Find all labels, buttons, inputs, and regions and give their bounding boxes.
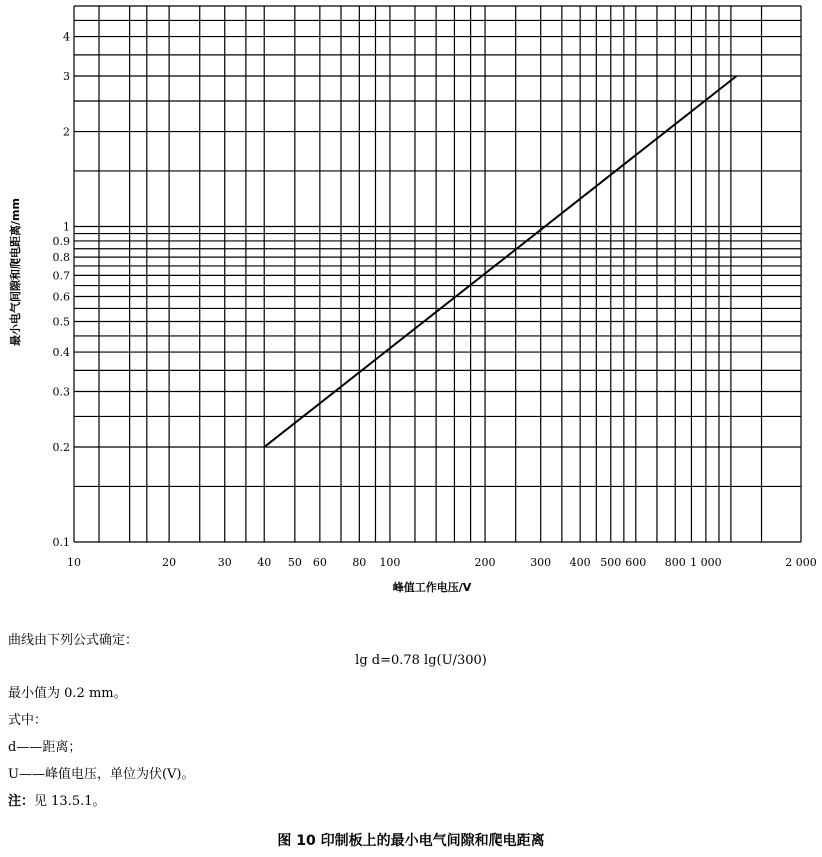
x-tick-label: 50 xyxy=(287,556,302,569)
x-tick-label: 300 xyxy=(530,556,552,569)
figure-caption: 图 10 印制板上的最小电气间隙和爬电距离 xyxy=(277,833,545,849)
x-tick-label: 30 xyxy=(217,556,232,569)
x-tick-label: 2 000 xyxy=(785,556,817,569)
x-axis-title: 峰值工作电压/V xyxy=(392,581,472,594)
x-tick-label: 800 xyxy=(664,556,686,569)
y-tick-label: 0.5 xyxy=(52,315,70,329)
x-tick-label: 1 000 xyxy=(690,556,722,569)
formula-intro: 曲线由下列公式确定： xyxy=(8,633,139,648)
y-tick-label: 0.1 xyxy=(52,536,70,549)
x-tick-label: 400 xyxy=(569,556,591,569)
note-line xyxy=(8,790,106,809)
y-tick-label: 0.6 xyxy=(52,290,70,304)
y-tick-label: 0.8 xyxy=(52,251,70,265)
x-tick-label: 40 xyxy=(257,556,272,569)
formula: lg d=0.78 lg(U/300) xyxy=(355,653,487,668)
x-tick-label: 600 xyxy=(625,556,647,569)
y-tick-label: 2 xyxy=(63,125,70,139)
y-tick-labels xyxy=(53,31,71,549)
note-label: 注： xyxy=(8,794,35,809)
y-tick-label: 0.9 xyxy=(52,234,70,248)
x-tick-label: 60 xyxy=(312,556,327,569)
y-axis-title: 最小电气间隙和爬电距离/mm xyxy=(9,198,22,346)
x-tick-label: 80 xyxy=(352,556,367,569)
x-tick-label: 100 xyxy=(379,556,401,569)
definition-u: U——峰值电压，单位为伏(V)。 xyxy=(8,767,195,782)
minimum-value-text: 最小值为 0.2 mm。 xyxy=(8,686,127,701)
y-tick-label: 3 xyxy=(63,69,70,83)
y-tick-label: 0.2 xyxy=(52,441,70,455)
x-gridlines xyxy=(74,6,801,542)
y-tick-label: 0.7 xyxy=(52,269,70,283)
note-text: 见 13.5.1。 xyxy=(34,794,106,809)
x-tick-label: 10 xyxy=(67,556,81,569)
where-label: 式中： xyxy=(8,713,48,728)
definition-d: d——距离； xyxy=(8,740,82,755)
x-tick-label: 200 xyxy=(474,556,496,569)
y-tick-label: 0.3 xyxy=(52,385,70,399)
x-tick-label: 20 xyxy=(162,556,177,569)
y-tick-label: 1 xyxy=(63,220,70,234)
x-tick-labels xyxy=(67,556,817,569)
y-tick-label: 0.4 xyxy=(52,346,70,360)
y-tick-label: 4 xyxy=(63,30,70,44)
x-tick-label: 500 xyxy=(600,556,622,569)
